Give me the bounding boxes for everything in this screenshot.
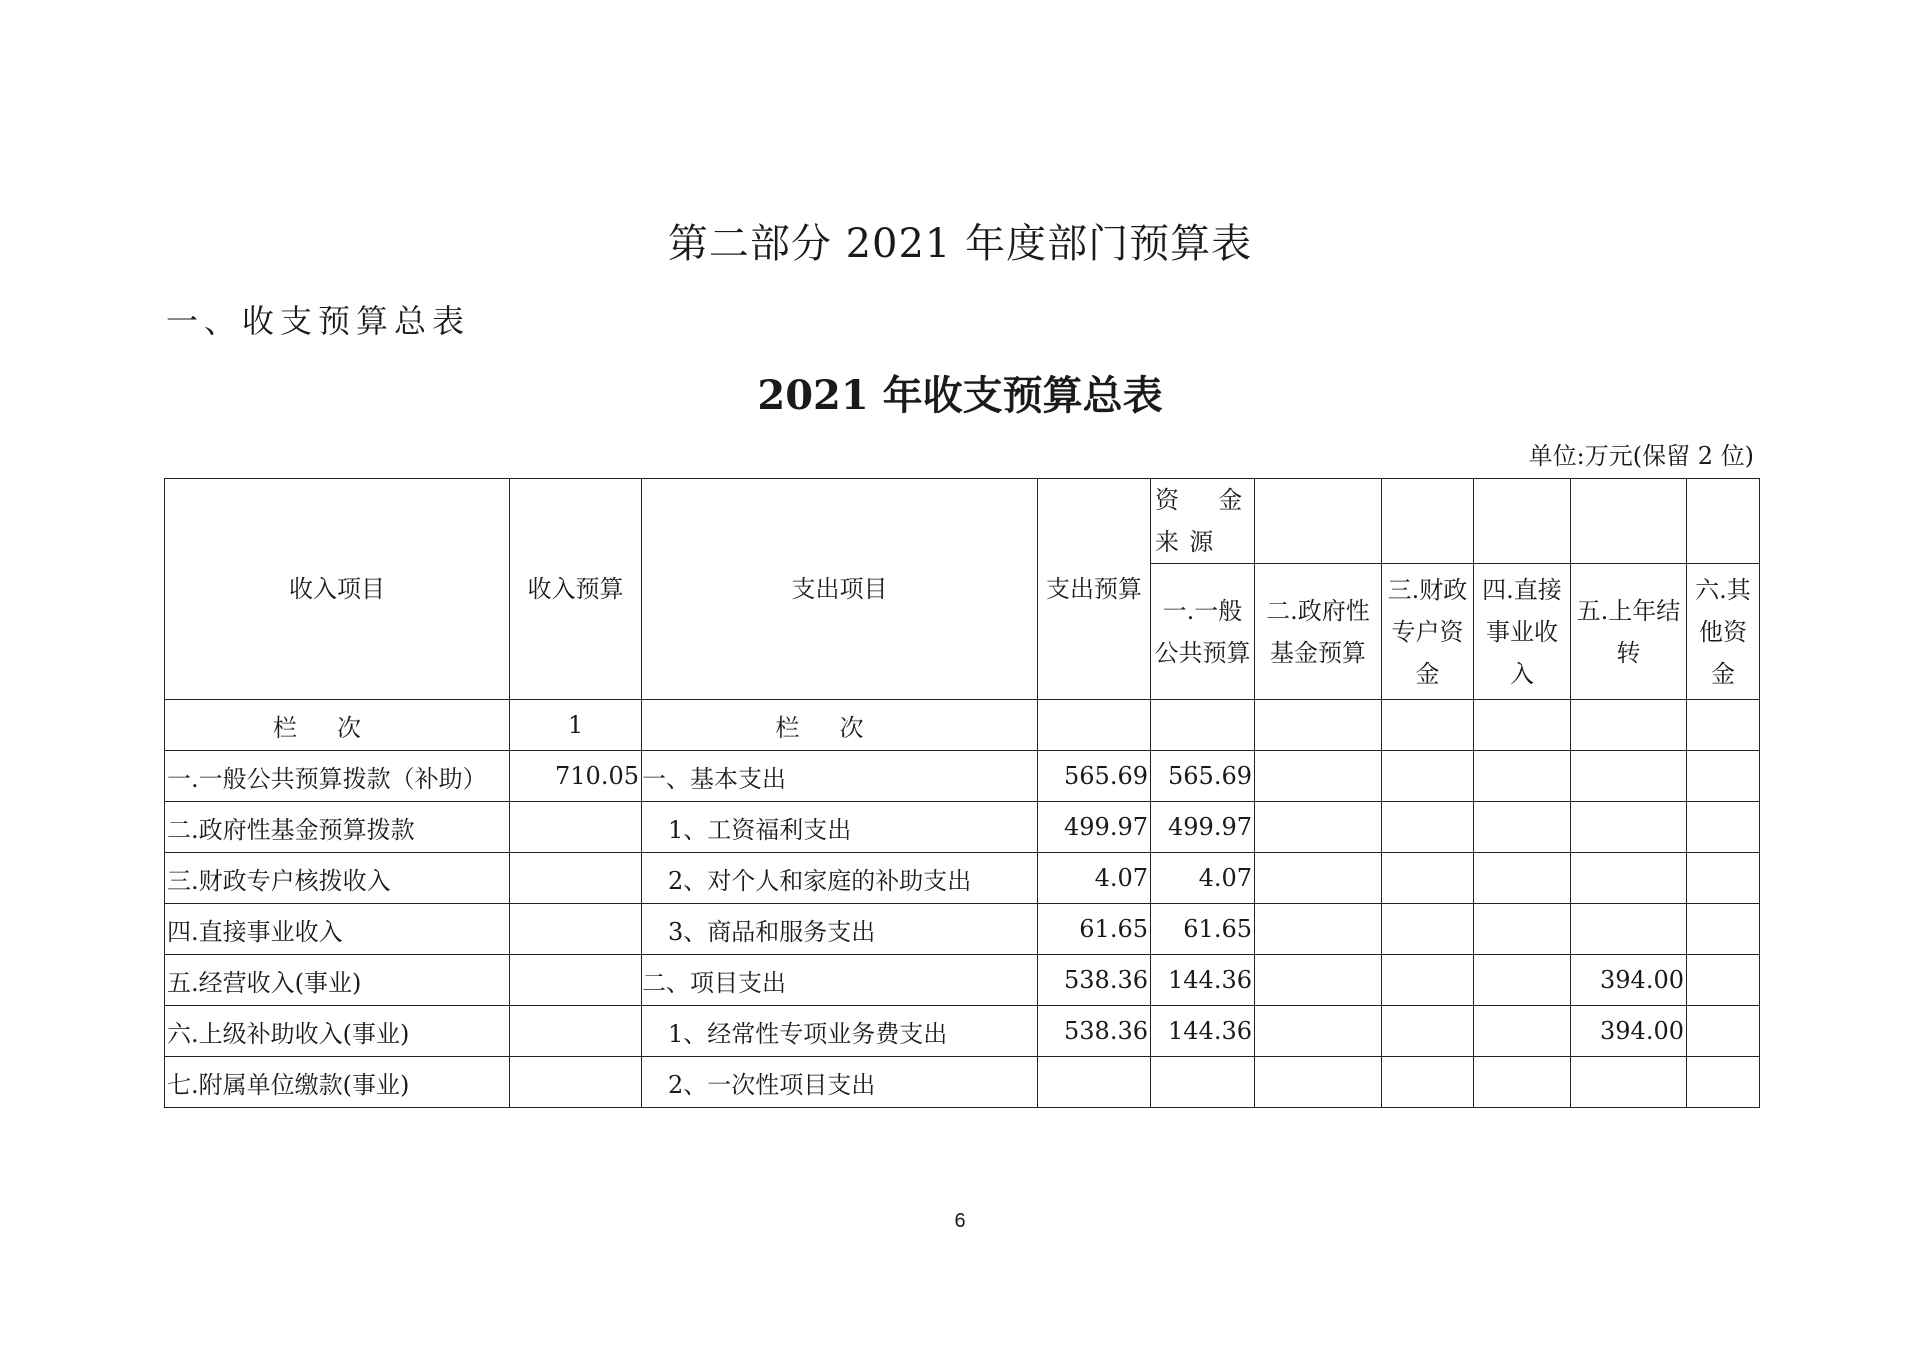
- header-blank-cell: [1571, 479, 1687, 564]
- table-title: 2021 年收支预算总表: [757, 372, 1163, 419]
- header-expense-item: 支出项目: [642, 479, 1038, 700]
- table-row: 七.附属单位缴款(事业) 2、一次性项目支出: [165, 1057, 1760, 1108]
- table-row: 五.经营收入(事业) 二、项目支出 538.36 144.36 394.00: [165, 955, 1760, 1006]
- header-src-direct-income: 四.直接事业收入: [1474, 564, 1571, 700]
- table-row: 四.直接事业收入 3、商品和服务支出 61.65 61.65: [165, 904, 1760, 955]
- section-title: 一、收支预算总表: [166, 302, 471, 340]
- header-fund-source: 资 金 来 源: [1151, 479, 1255, 564]
- header-income-item: 收入项目: [165, 479, 510, 700]
- table-row: 三.财政专户核拨收入 2、对个人和家庭的补助支出 4.07 4.07: [165, 853, 1760, 904]
- header-blank-cell: [1255, 479, 1382, 564]
- index-label-expense: 栏次: [642, 700, 1038, 751]
- unit-label: 单位:万元(保留 2 位): [1528, 442, 1754, 470]
- header-src-other: 六.其他资金: [1687, 564, 1760, 700]
- header-income-budget: 收入预算: [510, 479, 642, 700]
- page-number: 6: [954, 1210, 966, 1232]
- header-expense-budget: 支出预算: [1038, 479, 1151, 700]
- header-blank-cell: [1382, 479, 1474, 564]
- header-blank-cell: [1474, 479, 1571, 564]
- header-blank-cell: [1687, 479, 1760, 564]
- table-row: 二.政府性基金预算拨款 1、工资福利支出 499.97 499.97: [165, 802, 1760, 853]
- index-income-budget: 1: [510, 700, 642, 751]
- header-src-general-budget: 一.一般公共预算: [1151, 564, 1255, 700]
- header-src-gov-fund: 二.政府性基金预算: [1255, 564, 1382, 700]
- budget-summary-table: [164, 478, 1760, 1108]
- header-src-special-account: 三.财政专户资金: [1382, 564, 1474, 700]
- part-title: 第二部分 2021 年度部门预算表: [667, 221, 1253, 267]
- index-label-income: 栏次: [165, 700, 510, 751]
- table-row: 六.上级补助收入(事业) 1、经常性专项业务费支出 538.36 144.36 394.00: [165, 1006, 1760, 1057]
- table-row: 一.一般公共预算拨款（补助） 710.05 一、基本支出 565.69 565.69: [165, 751, 1760, 802]
- header-src-carryover: 五.上年结转: [1571, 564, 1687, 700]
